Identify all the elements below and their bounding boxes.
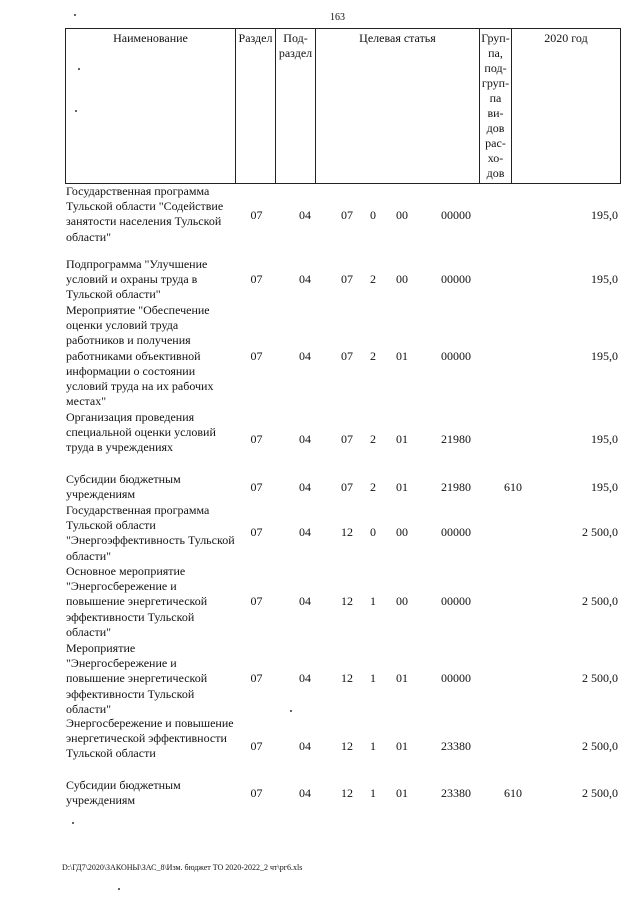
- row-podrazdel: 04: [299, 349, 311, 363]
- row-razdel: 07: [250, 272, 263, 286]
- row-value: 2 500,0: [582, 671, 618, 685]
- row-podrazdel: 04: [299, 208, 311, 222]
- page-number: 163: [330, 12, 345, 23]
- row-target-program: 12: [341, 739, 353, 753]
- row-value: 195,0: [591, 432, 618, 446]
- scan-speck: [72, 822, 74, 824]
- row-podrazdel: 04: [299, 786, 311, 800]
- header-group: Груп- па, под- груп- па ви- дов рас- хо- дов: [480, 29, 512, 184]
- row-razdel: 07: [250, 208, 263, 222]
- header-name: Наименование: [66, 29, 236, 184]
- row-razdel: 07: [250, 739, 263, 753]
- row-target-program: 07: [341, 208, 353, 222]
- row-target-event: 00: [396, 594, 408, 608]
- row-target-subprogram: 1: [370, 786, 376, 800]
- row-podrazdel: 04: [299, 480, 311, 494]
- row-target-subprogram: 1: [370, 594, 376, 608]
- row-target-event: 01: [396, 432, 408, 446]
- row-target-direction: 00000: [441, 208, 471, 222]
- row-podrazdel: 04: [299, 272, 311, 286]
- row-podrazdel: 04: [299, 432, 311, 446]
- scan-speck: [118, 888, 120, 890]
- row-razdel: 07: [250, 671, 263, 685]
- row-value: 2 500,0: [582, 739, 618, 753]
- row-podrazdel: 04: [299, 594, 311, 608]
- row-target-program: 12: [341, 525, 353, 539]
- row-target-direction: 23380: [441, 739, 471, 753]
- row-target-program: 12: [341, 786, 353, 800]
- row-name: Субсидии бюджетным учреждениям: [66, 472, 181, 502]
- row-target-direction: 00000: [441, 671, 471, 685]
- scan-speck: [74, 14, 76, 16]
- row-target-program: 12: [341, 671, 353, 685]
- row-target-subprogram: 2: [370, 432, 376, 446]
- row-target-event: 00: [396, 525, 408, 539]
- row-target-direction: 21980: [441, 480, 471, 494]
- row-value: 2 500,0: [582, 594, 618, 608]
- row-expense-group: 610: [504, 786, 522, 800]
- row-target-program: 07: [341, 349, 353, 363]
- row-target-event: 01: [396, 349, 408, 363]
- row-target-event: 01: [396, 480, 408, 494]
- row-razdel: 07: [250, 786, 263, 800]
- row-name: Государственная программа Тульской области "Энергоэффективность Тульской области": [66, 503, 235, 563]
- row-name: Подпрограмма "Улучшение условий и охраны труда в Тульской области": [66, 257, 208, 302]
- row-razdel: 07: [250, 480, 263, 494]
- row-razdel: 07: [250, 525, 263, 539]
- scan-speck: [78, 68, 80, 70]
- table-header: [65, 28, 621, 184]
- header-target: Целевая статья: [316, 29, 480, 184]
- scan-speck: [75, 110, 77, 112]
- row-name: Государственная программа Тульской области "Содействие занятости населения Тульской области": [66, 184, 224, 244]
- header-razdel: Раздел: [236, 29, 276, 184]
- row-target-direction: 00000: [441, 272, 471, 286]
- row-razdel: 07: [250, 432, 263, 446]
- row-expense-group: 610: [504, 480, 522, 494]
- row-podrazdel: 04: [299, 671, 311, 685]
- header-podrazdel: Под- раздел: [276, 29, 316, 184]
- row-target-program: 07: [341, 432, 353, 446]
- row-name: Основное мероприятие "Энергосбережение и повышение энергетической эффективности Тульской области": [66, 564, 208, 639]
- header-year: 2020 год: [512, 29, 621, 184]
- row-podrazdel: 04: [299, 739, 311, 753]
- row-name: Энергосбережение и повышение энергетической эффективности Тульской области: [66, 716, 234, 761]
- row-target-program: 07: [341, 480, 353, 494]
- row-target-subprogram: 1: [370, 671, 376, 685]
- row-target-event: 00: [396, 272, 408, 286]
- file-path-footer: D:\ГД7\2020\ЗАКОНЫ\ЗАС_8\Изм. бюджет ТО 2020-2022_2 чт\рг6.xls: [62, 863, 303, 872]
- row-target-direction: 00000: [441, 594, 471, 608]
- row-target-subprogram: 0: [370, 525, 376, 539]
- row-value: 2 500,0: [582, 525, 618, 539]
- row-razdel: 07: [250, 349, 263, 363]
- scan-speck: [290, 710, 292, 712]
- row-value: 195,0: [591, 480, 618, 494]
- row-name: Организация проведения специальной оценки условий труда в учреждениях: [66, 410, 216, 455]
- row-target-subprogram: 2: [370, 349, 376, 363]
- row-target-event: 01: [396, 786, 408, 800]
- row-target-direction: 21980: [441, 432, 471, 446]
- row-target-event: 00: [396, 208, 408, 222]
- row-target-event: 01: [396, 739, 408, 753]
- row-target-program: 12: [341, 594, 353, 608]
- row-target-subprogram: 2: [370, 272, 376, 286]
- row-value: 195,0: [591, 349, 618, 363]
- row-podrazdel: 04: [299, 525, 311, 539]
- row-target-event: 01: [396, 671, 408, 685]
- row-value: 2 500,0: [582, 786, 618, 800]
- row-target-subprogram: 1: [370, 739, 376, 753]
- row-value: 195,0: [591, 208, 618, 222]
- row-target-direction: 00000: [441, 349, 471, 363]
- row-target-direction: 00000: [441, 525, 471, 539]
- row-name: Мероприятие "Обеспечение оценки условий труда работников и получения работниками объективной информации о состоянии условий труда на их рабочих местах": [66, 303, 214, 409]
- row-target-direction: 23380: [441, 786, 471, 800]
- row-target-program: 07: [341, 272, 353, 286]
- row-name: Мероприятие "Энергосбережение и повышение энергетической эффективности Тульской области": [66, 641, 208, 716]
- row-target-subprogram: 2: [370, 480, 376, 494]
- row-name: Субсидии бюджетным учреждениям: [66, 778, 181, 808]
- row-target-subprogram: 0: [370, 208, 376, 222]
- row-razdel: 07: [250, 594, 263, 608]
- row-value: 195,0: [591, 272, 618, 286]
